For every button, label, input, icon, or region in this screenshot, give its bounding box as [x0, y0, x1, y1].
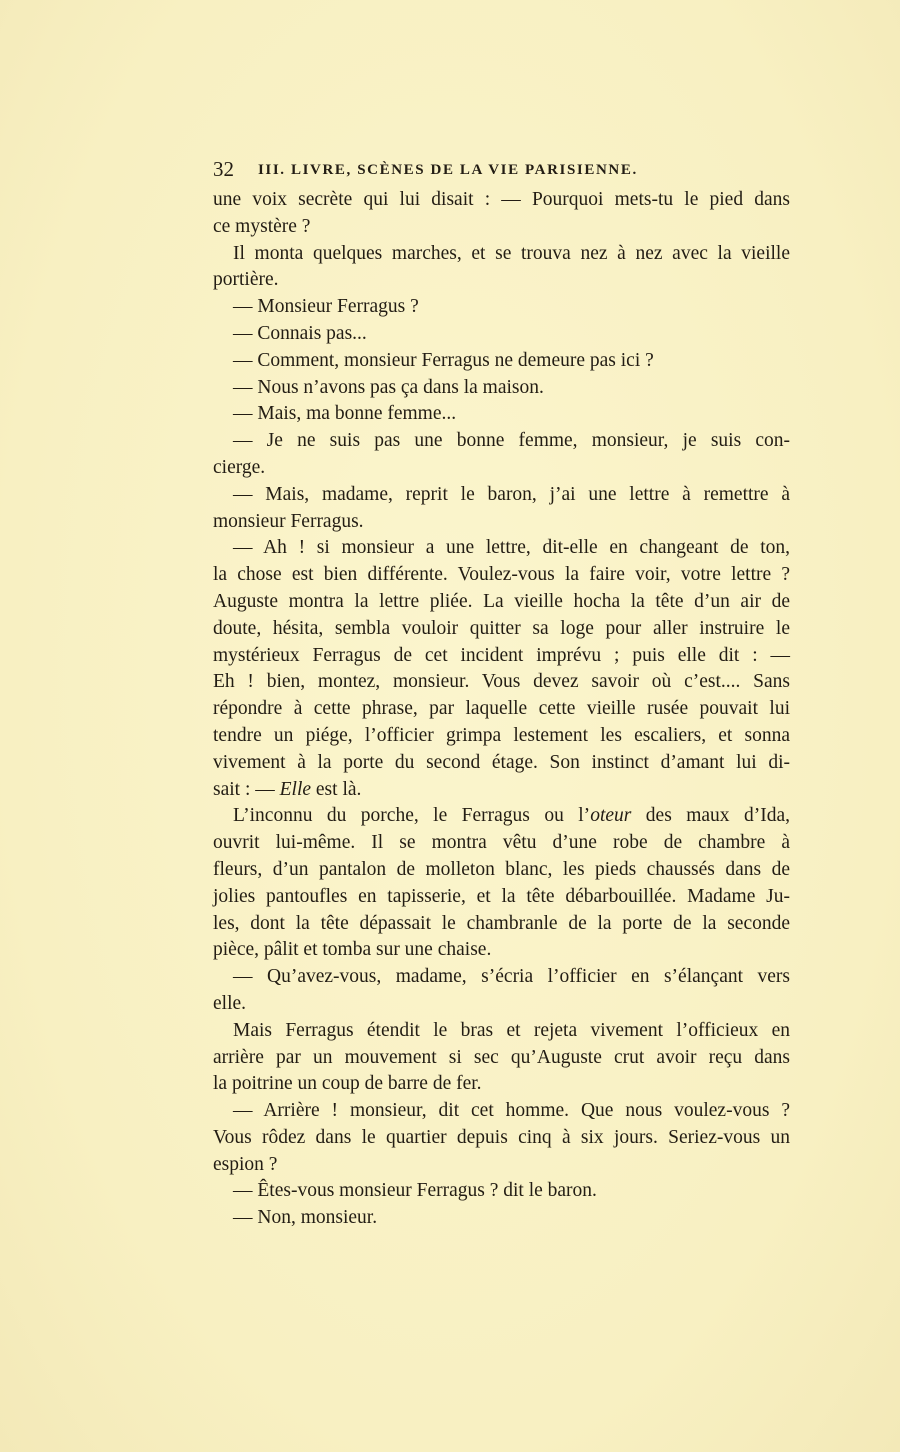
text-line: une voix secrète qui lui disait : — Pourquoi mets-tu le pied dans: [213, 189, 790, 210]
text-line: la poitrine un coup de barre de fer.: [213, 1073, 482, 1095]
paragraph: [213, 294, 790, 321]
paragraph: [213, 321, 790, 348]
text-line: pièce, pâlit et tomba sur une chaise.: [213, 939, 492, 961]
italic-word: Elle: [279, 778, 312, 800]
text-line: Mais Ferragus étendit le bras et rejeta vivement l’officieux en: [233, 1019, 790, 1041]
text-line: doute, hésita, sembla vouloir quitter sa loge pour aller instruire le: [213, 617, 790, 639]
text-line: jolies pantoufles en tapisserie, et la tête débarbouillée. Madame Ju-: [213, 885, 790, 907]
page-header: [213, 156, 790, 182]
text-line: portière.: [213, 269, 279, 291]
text-line: ouvrit lui-même. Il se montra vêtu d’une robe de chambre à: [213, 832, 790, 854]
paragraph: [213, 375, 790, 402]
text-line: vivement à la porte du second étage. Son instinct d’amant lui di-: [213, 751, 790, 773]
text-line: — Je ne suis pas une bonne femme, monsieur, je suis con-: [233, 430, 790, 452]
text-line: — Mais, ma bonne femme...: [233, 403, 457, 425]
text-line: fleurs, d’un pantalon de molleton blanc, les pieds chaussés dans de: [213, 858, 790, 880]
text-line: arrière par un mouvement si sec qu’Auguste crut avoir reçu dans: [213, 1046, 790, 1068]
text-line: espion ?: [213, 1153, 278, 1175]
text-line: — Qu’avez-vous, madame, s’écria l’officier en s’élançant vers: [233, 966, 790, 988]
paragraph: [213, 803, 790, 964]
text-line: sait : — Elle est là.: [213, 778, 362, 800]
text-line: mystérieux Ferragus de cet incident imprévu ; puis elle dit : —: [213, 644, 790, 666]
paragraph: [213, 964, 790, 1018]
text-line: — Connais pas...: [233, 322, 367, 344]
text-line: — Mais, madame, reprit le baron, j’ai une lettre à remettre à: [233, 483, 790, 505]
paragraph: [213, 428, 790, 482]
text-line: Auguste montra la lettre pliée. La vieille hocha la tête d’un air de: [213, 590, 790, 612]
running-title: III. LIVRE, SCÈNES DE LA VIE PARISIENNE.: [258, 162, 638, 178]
paragraph: [213, 187, 790, 241]
text-line: les, dont la tête dépassait le chambranle de la porte de la seconde: [213, 912, 790, 934]
text-line: Il monta quelques marches, et se trouva nez à nez avec la vieille: [233, 242, 790, 264]
paragraph: [213, 535, 790, 803]
text-line: — Nous n’avons pas ça dans la maison.: [233, 376, 544, 398]
text-line: tendre un piége, l’officier grimpa lestement les escaliers, et sonna: [213, 724, 790, 746]
body-text: [213, 187, 790, 1232]
text-line: — Ah ! si monsieur a une lettre, dit-elle en changeant de ton,: [233, 537, 790, 559]
paragraph: [213, 241, 790, 295]
text-line: — Non, monsieur.: [233, 1207, 378, 1229]
text-line: Vous rôdez dans le quartier depuis cinq à six jours. Seriez-vous un: [213, 1126, 790, 1148]
paragraph: [213, 1018, 790, 1098]
text-line: répondre à cette phrase, par laquelle cette vieille rusée pouvait lui: [213, 698, 790, 720]
text-line: — Êtes-vous monsieur Ferragus ? dit le baron.: [233, 1180, 597, 1202]
text-line: elle.: [213, 992, 247, 1014]
text-line: Eh ! bien, montez, monsieur. Vous devez savoir où c’est.... Sans: [213, 671, 790, 693]
paragraph: [213, 348, 790, 375]
italic-word: oteur: [590, 805, 632, 827]
page-number: 32: [213, 157, 234, 181]
text-line: cierge.: [213, 456, 266, 478]
paragraph: [213, 1098, 790, 1178]
paragraph: [213, 1205, 790, 1232]
text-line: L’inconnu du porche, le Ferragus ou l’oteur des maux d’Ida,: [233, 805, 790, 827]
paragraph: [213, 401, 790, 428]
paragraph: [213, 1178, 790, 1205]
paragraph: [213, 482, 790, 536]
text-line: ce mystère ?: [213, 215, 311, 237]
text-line: — Comment, monsieur Ferragus ne demeure pas ici ?: [233, 349, 654, 371]
text-line: la chose est bien différente. Voulez-vous la faire voir, votre lettre ?: [213, 564, 790, 586]
text-line: monsieur Ferragus.: [213, 510, 364, 532]
text-line: — Monsieur Ferragus ?: [233, 296, 419, 318]
text-line: — Arrière ! monsieur, dit cet homme. Que nous voulez-vous ?: [233, 1100, 790, 1122]
